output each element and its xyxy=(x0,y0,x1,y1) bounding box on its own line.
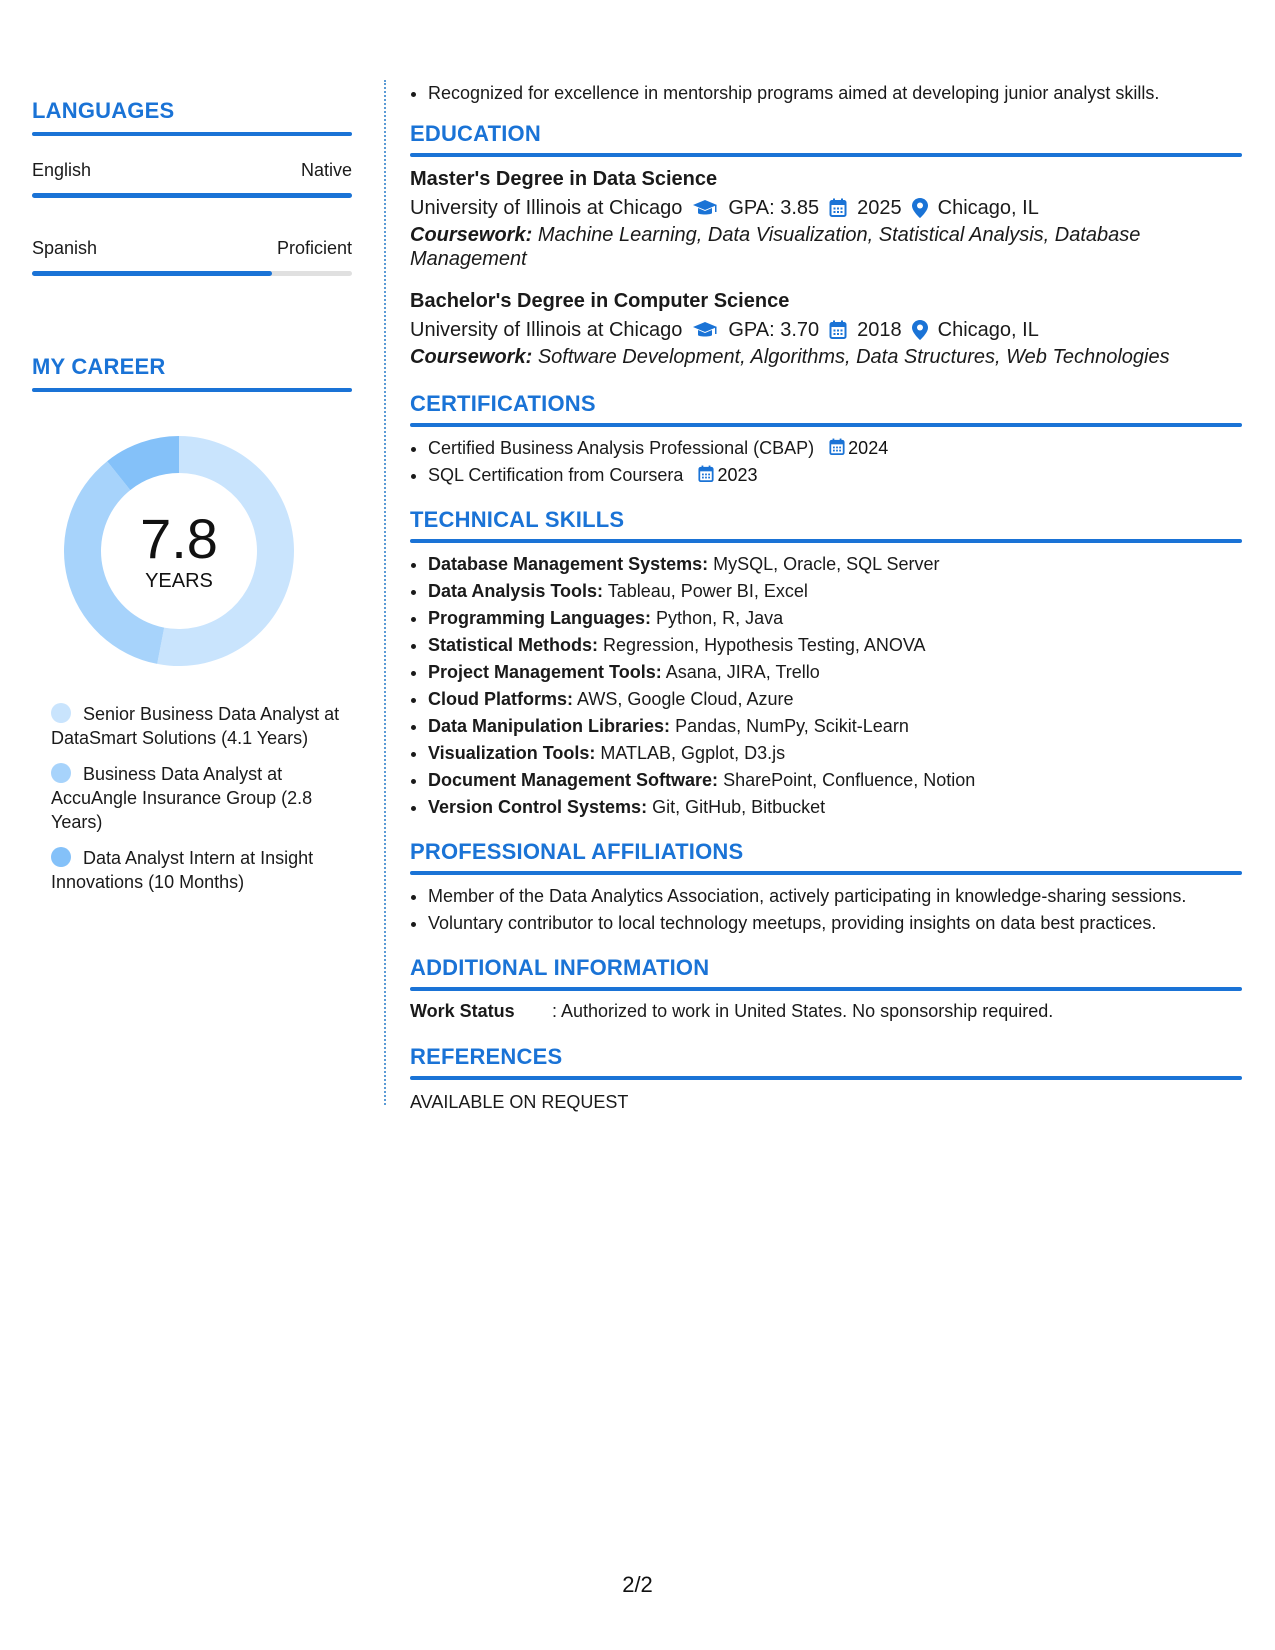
affiliation-item: • Voluntary contributor to local technology meetups, providing insights on data best practices. xyxy=(428,910,1242,937)
education-section xyxy=(410,121,1242,369)
experience-bullet: • Recognized for excellence in mentorship programs aimed at developing junior analyst skills. xyxy=(428,80,1242,107)
skill-category: Document Management Software: xyxy=(428,770,719,790)
career-legend xyxy=(51,702,341,894)
language-level-bar xyxy=(32,193,352,198)
school-name: University of Illinois at Chicago xyxy=(410,319,683,341)
skills-title: TECHNICAL SKILLS xyxy=(410,507,625,532)
right-column xyxy=(410,80,1242,1113)
skill-item xyxy=(428,767,1242,794)
coursework-label: Coursework: xyxy=(410,346,533,368)
affiliations-list xyxy=(410,883,1242,937)
skill-item xyxy=(428,605,1242,632)
skill-item xyxy=(428,713,1242,740)
legend-dot xyxy=(51,847,71,867)
affiliations-section xyxy=(410,839,1242,937)
skill-category: Programming Languages: xyxy=(428,608,652,628)
work-status-label: Work Status xyxy=(410,1001,515,1021)
skill-item xyxy=(428,740,1242,767)
languages-rule xyxy=(32,132,352,136)
skill-category: Cloud Platforms: xyxy=(428,689,574,709)
legend-dot xyxy=(51,703,71,723)
language-name: English xyxy=(32,160,92,180)
skill-item xyxy=(428,551,1242,578)
skill-item xyxy=(428,686,1242,713)
languages-title: LANGUAGES xyxy=(32,98,175,123)
language-level-fill xyxy=(32,271,272,276)
affiliation-item: • Member of the Data Analytics Association, actively participating in knowledge-sharing sessions. xyxy=(428,883,1242,910)
certifications-title: CERTIFICATIONS xyxy=(410,391,596,416)
certifications-list xyxy=(410,435,1242,489)
certification-name: Certified Business Analysis Professional (CBAP) xyxy=(428,438,815,458)
certification-year: 2024 xyxy=(848,438,889,458)
gpa: GPA: 3.85 xyxy=(728,197,820,219)
graduation-cap-icon xyxy=(692,198,718,218)
work-status-value: : Authorized to work in United States. No sponsorship required. xyxy=(552,1001,1054,1021)
affiliations-rule xyxy=(410,871,1242,875)
legend-label: Data Analyst Intern at Insight Innovations (10 Months) xyxy=(51,848,314,892)
coursework xyxy=(410,223,1242,271)
left-column xyxy=(32,90,352,906)
references-section xyxy=(410,1044,1242,1113)
location-pin-icon xyxy=(912,320,928,340)
coursework-list: Machine Learning, Data Visualization, Statistical Analysis, Database Management xyxy=(410,224,1141,270)
additional-title: ADDITIONAL INFORMATION xyxy=(410,955,710,980)
school-location: Chicago, IL xyxy=(937,319,1039,341)
degree-title: Bachelor's Degree in Computer Science xyxy=(410,290,790,312)
school-name: University of Illinois at Chicago xyxy=(410,197,683,219)
school-location: Chicago, IL xyxy=(937,197,1039,219)
coursework-label: Coursework: xyxy=(410,224,533,246)
page-number: 2/2 xyxy=(622,1572,653,1597)
legend-label: Business Data Analyst at AccuAngle Insurance Group (2.8 Years) xyxy=(51,764,313,832)
certifications-section xyxy=(410,391,1242,489)
skill-item xyxy=(428,632,1242,659)
career-total-years: 7.8 xyxy=(140,506,218,570)
legend-item xyxy=(51,846,341,894)
certifications-rule xyxy=(410,423,1242,427)
certification-name: SQL Certification from Coursera xyxy=(428,465,684,485)
degree-entry xyxy=(410,287,1242,369)
career-donut-chart xyxy=(64,436,294,666)
language-english xyxy=(32,160,352,198)
skill-values: Regression, Hypothesis Testing, ANOVA xyxy=(603,635,926,655)
location-pin-icon xyxy=(912,198,928,218)
skill-item xyxy=(428,659,1242,686)
career-rule xyxy=(32,388,352,392)
legend-item xyxy=(51,702,341,750)
legend-item xyxy=(51,762,341,834)
graduation-year: 2025 xyxy=(857,197,902,219)
additional-section xyxy=(410,955,1242,1022)
language-level: Proficient xyxy=(276,238,352,258)
skill-category: Data Analysis Tools: xyxy=(428,581,604,601)
skill-values: Python, R, Java xyxy=(656,608,784,628)
career-title: MY CAREER xyxy=(32,354,166,379)
skill-category: Statistical Methods: xyxy=(428,635,599,655)
gpa: GPA: 3.70 xyxy=(728,319,820,341)
references-text: AVAILABLE ON REQUEST xyxy=(410,1092,629,1112)
skills-section xyxy=(410,507,1242,821)
column-divider xyxy=(384,80,386,1105)
skill-values: MySQL, Oracle, SQL Server xyxy=(713,554,940,574)
skill-category: Version Control Systems: xyxy=(428,797,648,817)
skill-item xyxy=(428,794,1242,821)
language-level-bar xyxy=(32,271,352,276)
certification-item xyxy=(428,435,1242,462)
education-title: EDUCATION xyxy=(410,121,541,146)
skill-category: Visualization Tools: xyxy=(428,743,596,763)
skill-item xyxy=(428,578,1242,605)
skill-category: Data Manipulation Libraries: xyxy=(428,716,671,736)
skill-category: Project Management Tools: xyxy=(428,662,662,682)
calendar-icon xyxy=(829,438,845,456)
experience-bullets xyxy=(410,80,1242,107)
references-rule xyxy=(410,1076,1242,1080)
certification-year: 2023 xyxy=(717,465,758,485)
graduation-year: 2018 xyxy=(857,319,902,341)
references-title: REFERENCES xyxy=(410,1044,563,1069)
calendar-icon xyxy=(698,465,714,483)
legend-dot xyxy=(51,763,71,783)
legend-label: Senior Business Data Analyst at DataSmart Solutions (4.1 Years) xyxy=(51,704,340,748)
education-rule xyxy=(410,153,1242,157)
skill-values: AWS, Google Cloud, Azure xyxy=(577,689,794,709)
affiliations-title: PROFESSIONAL AFFILIATIONS xyxy=(410,839,744,864)
graduation-cap-icon xyxy=(692,320,718,340)
skill-values: Tableau, Power BI, Excel xyxy=(607,581,808,601)
language-spanish xyxy=(32,238,352,276)
skill-values: Git, GitHub, Bitbucket xyxy=(652,797,826,817)
additional-rule xyxy=(410,987,1242,991)
skills-rule xyxy=(410,539,1242,543)
skill-category: Database Management Systems: xyxy=(428,554,709,574)
work-status-row xyxy=(410,1001,1242,1022)
degree-entry xyxy=(410,165,1242,271)
language-name: Spanish xyxy=(32,238,98,258)
skill-values: Asana, JIRA, Trello xyxy=(665,662,820,682)
skill-values: SharePoint, Confluence, Notion xyxy=(723,770,976,790)
skill-values: Pandas, NumPy, Scikit-Learn xyxy=(675,716,909,736)
career-total-unit: YEARS xyxy=(145,569,213,592)
coursework-list: Software Development, Algorithms, Data Structures, Web Technologies xyxy=(537,346,1170,368)
language-level-fill xyxy=(32,193,352,198)
skills-list xyxy=(410,551,1242,821)
language-level: Native xyxy=(300,160,352,180)
calendar-icon xyxy=(829,198,847,218)
degree-title: Master's Degree in Data Science xyxy=(410,168,718,190)
coursework xyxy=(410,345,1242,369)
certification-item xyxy=(428,462,1242,489)
calendar-icon xyxy=(829,320,847,340)
skill-values: MATLAB, Ggplot, D3.js xyxy=(600,743,786,763)
